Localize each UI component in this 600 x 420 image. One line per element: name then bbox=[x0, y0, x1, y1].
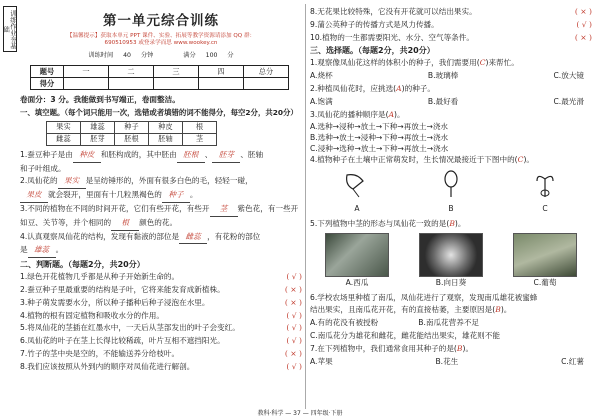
score-cell: 总分 bbox=[244, 66, 289, 78]
answer-blank[interactable]: 胚芽 bbox=[212, 149, 240, 163]
fill-q3-cont bbox=[20, 217, 302, 231]
judge-text: 8.无花果比较特殊，它没有开花就可以结出果实。 bbox=[310, 7, 477, 16]
option[interactable]: A.有的花没有被授粉 bbox=[310, 318, 379, 328]
word-cell: 种皮 bbox=[149, 121, 183, 133]
answer-blank[interactable]: 果实 bbox=[58, 175, 86, 189]
q-text: 个相同的 bbox=[80, 217, 112, 227]
answer-mark: × bbox=[580, 7, 587, 16]
option-label: A.西瓜 bbox=[345, 277, 369, 287]
full-score: 满分 100 分 bbox=[183, 52, 234, 59]
answer-blank[interactable]: 果皮 bbox=[20, 189, 48, 203]
option-label: A bbox=[354, 204, 360, 214]
q-text: )。 bbox=[454, 218, 466, 228]
seedling-images bbox=[310, 169, 592, 216]
judge-answer[interactable]: ( × ) bbox=[574, 32, 592, 42]
judge-answer[interactable]: ( × ) bbox=[284, 284, 302, 294]
plant-option-c[interactable] bbox=[513, 233, 577, 290]
choice-answer[interactable]: B bbox=[495, 305, 501, 315]
choice-q3 bbox=[310, 109, 592, 122]
judge-text: 2.蚕豆种子里最重要的结构是子叶，它将来能发育成新植株。 bbox=[20, 284, 225, 294]
choice-options bbox=[310, 70, 592, 83]
fill-q3 bbox=[20, 203, 302, 217]
option[interactable]: C.最光滑 bbox=[553, 96, 584, 106]
answer-blank[interactable]: 种子 bbox=[162, 189, 190, 203]
judge-text: 6.凤仙花的叶子在茎上长得比较稀疏，叶片互相不遮挡阳光。 bbox=[20, 336, 225, 346]
q-text: )的种子。 bbox=[401, 83, 435, 93]
word-cell: 种子 bbox=[115, 121, 149, 133]
choice-answer[interactable]: A bbox=[388, 109, 395, 119]
fill-heading: 一、填空题。（每个词只能用一次，选错或者填错的词不能得分，每空2分，共20分） bbox=[20, 107, 298, 117]
judge-answer[interactable]: ( × ) bbox=[284, 348, 302, 358]
score-table bbox=[30, 65, 289, 90]
judge-text: 4.植物的根有固定植物和吸收水分的作用。 bbox=[20, 310, 164, 320]
word-cell: 果实 bbox=[47, 121, 81, 133]
option-label: B bbox=[448, 204, 454, 214]
q-text: )。 bbox=[462, 343, 474, 353]
answer-blank[interactable]: 胚根 bbox=[177, 149, 205, 163]
fill-q1-cont: 和子叶组成。 bbox=[20, 163, 66, 173]
q-text: 1.观察像凤仙花这样的体积小的种子，我们需要用( bbox=[310, 58, 480, 68]
q-text: 是 bbox=[20, 245, 28, 255]
choice-q7 bbox=[310, 343, 592, 356]
choice-options bbox=[310, 317, 592, 330]
writing-score-note: 卷面分：3 分。我能做到书写端正，卷面整洁。 bbox=[20, 95, 180, 104]
option-label: C bbox=[542, 204, 548, 214]
judge-item bbox=[20, 310, 302, 323]
choice-heading: 三、选择题。（每题2分，共20分） bbox=[310, 46, 435, 56]
seedling-c-icon bbox=[531, 169, 559, 199]
seedling-option-b[interactable] bbox=[437, 169, 465, 216]
word-cell: 雄蕊 bbox=[81, 121, 115, 133]
choice-answer[interactable]: A bbox=[396, 83, 402, 93]
watermelon-photo bbox=[325, 233, 389, 277]
word-row bbox=[47, 133, 217, 145]
q-text: 。 bbox=[55, 245, 64, 255]
answer-mark: √ bbox=[581, 19, 587, 29]
seedling-option-a[interactable] bbox=[343, 169, 371, 216]
option[interactable]: C.南瓜花分为雄花和雌花，雌花能结出果实，雄花则不能 bbox=[310, 330, 500, 340]
judge-text: 3.种子萌发需要水分，所以种子播种后种子浸泡在水里。 bbox=[20, 297, 210, 307]
answer-mark: √ bbox=[291, 361, 297, 371]
judge-item bbox=[20, 348, 302, 361]
choice-options bbox=[310, 96, 592, 109]
judge-item bbox=[20, 361, 302, 374]
seedling-b-icon bbox=[437, 169, 465, 199]
judge-answer[interactable]: ( × ) bbox=[574, 7, 592, 16]
grape-photo bbox=[513, 233, 577, 277]
option[interactable]: B.花生 bbox=[435, 356, 459, 366]
right-column bbox=[310, 6, 592, 408]
answer-blank[interactable]: 雌蕊 bbox=[179, 231, 207, 245]
option-label: B.向日葵 bbox=[435, 277, 467, 287]
judge-text: 1.绿色开花植物几乎都是从种子开始新生命的。 bbox=[20, 272, 180, 282]
plant-option-a[interactable] bbox=[325, 233, 389, 290]
q-text: 5.下列植物中茎的形态与凤仙花一致的是( bbox=[310, 218, 450, 228]
judge-item bbox=[20, 335, 302, 348]
answer-mark: × bbox=[290, 284, 297, 294]
choice-q6: 6.学校农场里种植了南瓜，凤仙花进行了观察，发现南瓜雄花被蜜蜂 bbox=[310, 292, 538, 302]
q-text: )。 bbox=[394, 109, 405, 119]
choice-q6-cont bbox=[310, 304, 592, 317]
side-tab: 训练作业夯基础 bbox=[3, 6, 17, 52]
fill-q4-cont bbox=[20, 244, 302, 258]
choice-options bbox=[310, 356, 592, 369]
promo-notice bbox=[20, 33, 302, 47]
q-text: 7.在下列植物中，我们通常食用其种子的是( bbox=[310, 343, 457, 353]
seedling-a-icon bbox=[343, 169, 371, 199]
choice-q5 bbox=[310, 218, 592, 231]
q-text: 3.凤仙花的播种顺序是( bbox=[310, 109, 389, 119]
judge-item bbox=[20, 322, 302, 335]
answer-mark: √ bbox=[291, 336, 297, 346]
q-text: 就会裂开，里面有十几粒黑褐色的 bbox=[48, 190, 162, 200]
option[interactable]: C.浸种→选种→放土→下种→再放土→浇水 bbox=[310, 144, 449, 154]
option[interactable]: B.最好看 bbox=[427, 96, 459, 106]
judge-text: 5.将凤仙花的茎插在红墨水中，一天后从茎部发出的叶子会变红。 bbox=[20, 323, 240, 333]
score-cell: 四 bbox=[199, 66, 244, 78]
option-label: C.葡萄 bbox=[533, 277, 557, 287]
left-column bbox=[20, 6, 302, 408]
answer-mark: × bbox=[580, 32, 587, 42]
answer-blank[interactable]: 根 bbox=[111, 217, 139, 231]
page-title: 第一单元综合训练 bbox=[103, 13, 219, 29]
answer-mark: × bbox=[290, 297, 297, 307]
answer-blank[interactable]: 雄蕊 bbox=[28, 244, 56, 258]
judge-answer[interactable]: ( √ ) bbox=[576, 19, 592, 29]
plant-option-b[interactable] bbox=[419, 233, 483, 290]
word-cell: 茎 bbox=[183, 133, 217, 145]
score-cell[interactable] bbox=[199, 78, 244, 90]
choice-answer[interactable]: B bbox=[456, 343, 463, 353]
choice-answer[interactable]: C bbox=[517, 155, 524, 165]
judge-text: 10.植物的一生都需要阳光、水分、空气等条件。 bbox=[310, 32, 474, 42]
option[interactable]: B.选种→放土→浸种→下种→再放土→浇水 bbox=[310, 133, 449, 143]
score-cell: 一 bbox=[64, 66, 109, 78]
option[interactable]: C.放大镜 bbox=[553, 71, 584, 81]
word-cell: 胚芽 bbox=[81, 133, 115, 145]
q-text: ，有花粉的部位 bbox=[207, 231, 261, 241]
q-text: 是呈纺锤形的，外面有很多白色的毛，轻轻一碰， bbox=[85, 176, 253, 186]
q-text: 紫色花，有一些开 bbox=[237, 203, 299, 213]
word-cell: 根 bbox=[183, 121, 217, 133]
q-text: 结出果实，且南瓜花开花，有的直接枯萎，主要原因是( bbox=[310, 305, 496, 315]
q-text: 2.凤仙花的 bbox=[20, 176, 58, 186]
score-cell: 题号 bbox=[31, 66, 64, 78]
score-cell[interactable] bbox=[154, 78, 199, 90]
option[interactable]: B.玻璃棒 bbox=[427, 71, 459, 81]
choice-q4 bbox=[310, 154, 592, 167]
judge-list bbox=[20, 271, 302, 373]
seedling-option-c[interactable] bbox=[531, 169, 559, 216]
q-text: 2.种植凤仙花时，应挑选( bbox=[310, 83, 397, 93]
answer-mark: √ bbox=[291, 272, 297, 282]
answer-blank[interactable]: 种皮 bbox=[73, 149, 101, 163]
word-cell: 胚根 bbox=[115, 133, 149, 145]
score-header-row bbox=[31, 66, 289, 78]
score-cell[interactable] bbox=[244, 78, 289, 90]
q-text: 颜色的花。 bbox=[139, 217, 178, 227]
q-text: )。 bbox=[523, 155, 535, 165]
answer-mark: × bbox=[290, 348, 297, 358]
score-cell: 得分 bbox=[31, 78, 64, 90]
q-text: 和胚构成的，其中胚由 bbox=[100, 149, 177, 159]
meta-line bbox=[20, 50, 302, 59]
sunflower-photo bbox=[419, 233, 483, 277]
q-text: 花，有些开 bbox=[171, 203, 210, 213]
word-bank bbox=[46, 121, 217, 146]
answer-mark: √ bbox=[291, 323, 297, 333]
q-text: 4.认真观察凤仙花的结构，发现有黏液的部位是 bbox=[20, 231, 180, 241]
plant-photos bbox=[310, 233, 592, 290]
option[interactable]: A.饱满 bbox=[310, 96, 333, 106]
option[interactable]: A.苹果 bbox=[310, 356, 333, 366]
judge-item bbox=[20, 297, 302, 310]
choice-answer[interactable]: C bbox=[479, 58, 486, 68]
judge-answer[interactable]: ( √ ) bbox=[286, 336, 302, 346]
choice-answer[interactable]: B bbox=[449, 218, 455, 228]
score-cell: 三 bbox=[154, 66, 199, 78]
column-divider bbox=[305, 4, 306, 409]
judge-item bbox=[310, 19, 592, 32]
q-text: 4.植物种子在土壤中正常萌发时，生长情况最接近于下图中的( bbox=[310, 155, 518, 165]
judge-item bbox=[20, 284, 302, 297]
option[interactable]: A.选种→浸种→放土→下种→再放土→浇水 bbox=[310, 122, 449, 132]
option[interactable]: C.红薯 bbox=[561, 356, 584, 366]
judge-answer[interactable]: ( √ ) bbox=[286, 323, 302, 333]
judge-item bbox=[20, 271, 302, 284]
word-cell: 雌蕊 bbox=[47, 133, 81, 145]
judge-answer[interactable]: ( √ ) bbox=[286, 361, 302, 371]
word-cell: 胚轴 bbox=[149, 133, 183, 145]
score-value-row bbox=[31, 78, 289, 90]
judge-answer[interactable]: ( √ ) bbox=[286, 310, 302, 320]
word-row bbox=[47, 121, 217, 133]
q-text: )来帮忙。 bbox=[485, 58, 519, 68]
q-text: 如豆、关节等，并 bbox=[20, 217, 81, 227]
q-text: )。 bbox=[500, 305, 512, 315]
fill-q4 bbox=[20, 231, 302, 245]
choice-q1 bbox=[310, 57, 592, 70]
judge-item bbox=[310, 32, 592, 45]
judge-text: 7.竹子的茎中央是空的，不能输送养分给枝叶。 bbox=[20, 348, 180, 358]
answer-blank[interactable]: 茎 bbox=[210, 203, 238, 217]
fill-q1: 1.蚕豆种子是由 种皮 和胚构成的，其中胚由 胚根 、 胚芽 、胚轴 bbox=[20, 149, 302, 163]
q-text: 1.蚕豆种子是由 bbox=[20, 149, 73, 159]
score-cell[interactable] bbox=[109, 78, 154, 90]
judge-answer[interactable]: ( √ ) bbox=[286, 272, 302, 282]
fill-q2 bbox=[20, 175, 302, 189]
option[interactable]: A.烧杯 bbox=[310, 71, 333, 81]
q-text: 3.不同的植物在不同的时间开花，它们有些开 bbox=[20, 203, 172, 213]
promo-line-2: 690510953 或登录学而思 www.wookey.cn bbox=[104, 40, 218, 46]
answer-mark: √ bbox=[291, 310, 297, 320]
fill-q2-cont bbox=[20, 189, 302, 203]
training-time: 训练时间 40 分钟 bbox=[88, 52, 154, 59]
score-cell[interactable] bbox=[64, 78, 109, 90]
option[interactable]: B.南瓜花营养不足 bbox=[418, 318, 480, 328]
q-text: 、胚轴 bbox=[240, 149, 264, 159]
judge-item bbox=[310, 6, 592, 19]
page-footer: 教科·科学 — 37 — 四年级·下册 bbox=[257, 410, 343, 417]
promo-line-1: 【温馨提示】获取本单元 PPT 课件、实验、拓展等教学资源请添加 QQ 群： bbox=[66, 33, 256, 39]
judge-answer[interactable]: ( × ) bbox=[284, 297, 302, 307]
judge-text: 8.我们应该按照从外到内的顺序对凤仙花进行解剖。 bbox=[20, 361, 195, 371]
choice-q2 bbox=[310, 83, 592, 96]
q-text: 。 bbox=[189, 190, 198, 200]
judge-heading: 二、判断题。（每题2分，共20分） bbox=[20, 260, 145, 270]
score-cell: 二 bbox=[109, 66, 154, 78]
judge-text: 9.蒲公英种子的传播方式是风力传播。 bbox=[310, 19, 439, 29]
